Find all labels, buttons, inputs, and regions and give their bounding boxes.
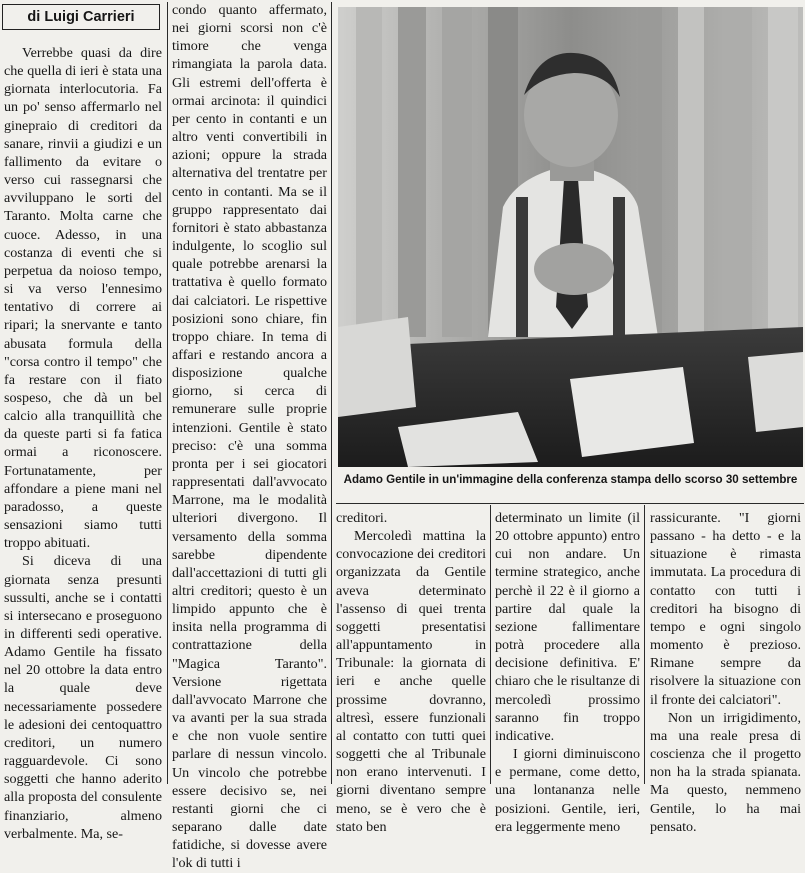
article-column-1 <box>4 44 162 843</box>
article-column-2 <box>172 1 327 873</box>
photo-adamo-gentile <box>338 7 803 467</box>
byline: di Luigi Carrieri <box>2 4 160 30</box>
photo-caption: Adamo Gentile in un'immagine della conferenza stampa dello scorso 30 settembre <box>343 473 798 486</box>
paragraph: Verrebbe quasi da dire che quella di ieri è stata una giornata interlocutoria. Fa un po' senso affermarlo nel ginepraio di creditori da sanare, rinvii a giudizi e un fallimento da evitare o verso cui rassegnarsi che avviluppano le sorti del Taranto. Molta carne che cuoce. Adesso, in una costanza di eventi che si perpetua da noioso tempo, si va verso l'ennesimo tentativo di correre ai ripari; la snervante e tanto abusata formula della "corsa contro il tempo" che fa restare con il fiato sospeso, che dà un bel calcio alla tranquillità che da queste parti si fa fatica ormai a riconoscere. Fortunatamente, per affondare a piene mani nel paradosso, a queste sensazioni siamo tutti troppo abituati. <box>4 45 162 552</box>
article-column-3 <box>336 509 486 836</box>
paragraph: determinato un limite (il 20 ottobre appunto) entro cui non andare. Un termine strategico, anche perchè il 22 è il giorno a partire dal quale la sezione fallimentare potrà procedere alla decisione definitiva. E' chiaro che le risultanze di mercoledì prossimo saranno fin troppo indicative. <box>495 510 640 744</box>
column-divider <box>331 2 332 784</box>
caption-divider <box>336 503 804 504</box>
paragraph: creditori. <box>336 510 388 526</box>
paragraph: rassicurante. "I giorni passano - ha detto - e la situazione è rimasta immutata. La procedura di contatto con tutti i creditori ha bisogno di tempo e ogni singolo momento è prezioso. Rimane sempre da risolvere la situazione con il fronte dei calciatori". <box>650 510 801 708</box>
column-divider <box>490 505 491 784</box>
paragraph: condo quanto affermato, nei giorni scorsi non c'è timore che venga rimangiata la parola data. Gli estremi dell'offerta è ormai arcinota: il quindici per cento in contanti e un altro venti convertibili in azioni; oppure la strada alternativa del trentatre per cento in contanti. Ma se il gruppo rappresentato dai fornitori è stato abbastanza indulgente, lo scoglio sul quale potrebbe arenarsi la trattativa è quello formato dai calciatori. Le rispettive posizioni sono chiare, fin troppo chiare. In tema di affari e restando ancora a disposizione qualche giorno, si cerca di remunerare sulle proprie intenzioni. Gentile è stato preciso: c'è una somma pronta per i sei giocatori rappresentati dall'avvocato Marrone, ma le modalità ulteriori divergono. Il versamento della somma sarebbe dipendente dall'accettazioni di tutti gli altri creditori; questo è un limpido appunto che è insita nella programma di contrattazione della "Magica Taranto". Versione rigettata dall'avvocato Marrone che va avanti per la sua strada e che non vuole sentire parlare di nessun vincolo. Un vincolo che potrebbe essere decisivo se, nei restanti giorni che ci separano dalle date fatidiche, si dovesse avere l'ok di tutti i <box>172 2 327 872</box>
article-column-4 <box>495 509 640 836</box>
paragraph: Non un irrigidimento, ma una reale presa di coscienza che il progetto non ha la strada spianata. Ma questo, nemmeno Gentile, lo ha mai pensato. <box>650 709 801 835</box>
column-divider <box>167 2 168 784</box>
article-column-5 <box>650 509 801 836</box>
column-divider <box>644 505 645 784</box>
paragraph: I giorni diminuiscono e permane, come detto, una lontananza nelle posizioni. Gentile, ieri, era leggermente meno <box>495 746 640 835</box>
paragraph: Mercoledì mattina la convocazione dei creditori organizzata da Gentile aveva determinato l'assenso di quei trenta soggetti presentatisi all'appuntamento in Tribunale: la giornata di ieri e anche quelle prossime dovranno, altresì, essere funzionali al contatto con tutti quei soggetti che al Tribunale non erano intervenuti. I giorni diventano sempre meno, se è vero che è stato ben <box>336 528 486 835</box>
paragraph: Si diceva di una giornata senza presunti sussulti, anche se i contatti si intersecano e proseguono in differenti sedi operative. Adamo Gentile ha fissato nel 20 ottobre la data entro la quale deve necessariamente possedere le adesioni dei centoquattro creditori, un numero ragguardevole. Ci sono soggetti che hanno aderito alla proposta del consulente finanziario, almeno verbalmente. Ma, se- <box>4 553 162 842</box>
